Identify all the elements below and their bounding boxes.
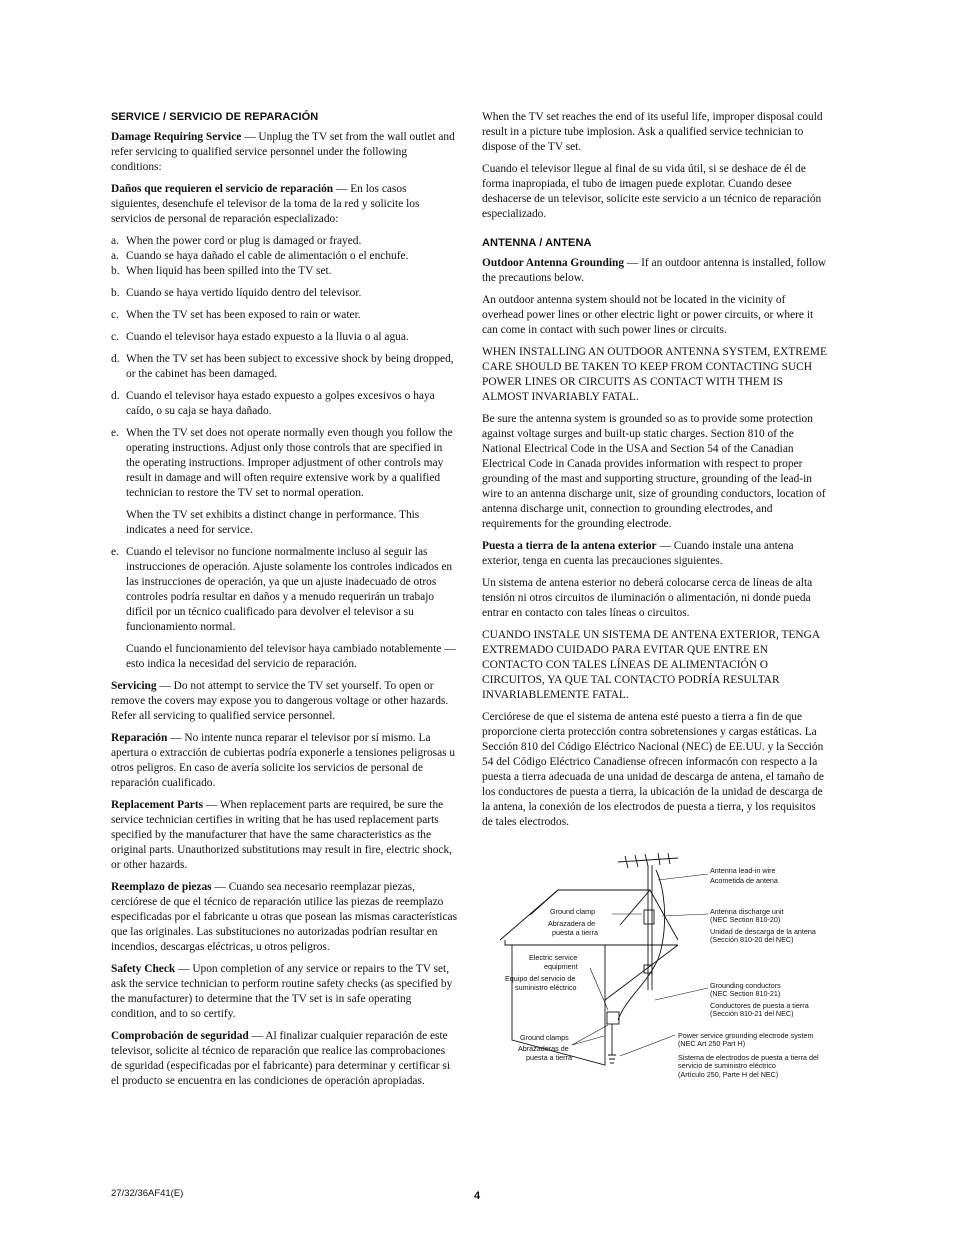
label-equipment-es1: Equipo del servicio de (505, 974, 576, 983)
safety-label: Safety Check (111, 963, 176, 975)
servicing-label: Servicing (111, 680, 157, 692)
label-ground-clamp-es1: Abrazadera de (548, 919, 596, 928)
label-clamps-es2: puesta a tierra (526, 1053, 572, 1062)
antenna-grounding-diagram (500, 850, 845, 1085)
antenna-p1: An outdoor antenna system should not be located in the vicinity of overhead power lines or other electric light or power circuits, or where it can come in contact with such power lines or circuits. (482, 294, 814, 336)
servicing-paragraph: Servicing — Do not attempt to service the TV set yourself. To open or remove the covers may expose you to dangerous voltage or other hazards. Refer all servicing to qualified service personnel. (111, 680, 449, 722)
list-item: d. When the TV set has been subject to excessive shock by being dropped, or the cabinet has been damaged. (111, 353, 454, 380)
reemplazo-paragraph: Reemplazo de piezas — Cuando sea necesario reemplazar piezas, cerciórese de que el técnico de reparación utilice las piezas de reemplazo especificadas por el fabricante u otras que posean las mismas características que las originales. Las substituciones no autorizadas podrían resultar en incendios, descargas eléctricas, u otros peligros. (111, 881, 457, 953)
puesta-label: Puesta a tierra de la antena exterior (482, 540, 657, 552)
label-conductors-en1: Grounding conductors (710, 981, 781, 990)
label-discharge-en2: (NEC Section 810-20) (710, 915, 781, 924)
reemplazo-label: Reemplazo de piezas (111, 881, 212, 893)
label-conductors-es2: (Sección 810-21 del NEC) (710, 1009, 794, 1018)
replacement-label: Replacement Parts (111, 799, 204, 811)
replacement-paragraph: Replacement Parts — When replacement parts are required, be sure the service technician certifies in writing that he has used replacement parts specified by the manufacturer that have the same characteristics as the original parts. Unauthorized substitutions may result in fire, electric shock, or other hazards. (111, 799, 453, 871)
label-clamps-en: Ground clamps (520, 1033, 569, 1042)
danos-paragraph: Daños que requieren el servicio de reparación — En los casos siguientes, desenchufe el televisor de la toma de la red y solicite los servicios de personal de reparación especializado: (111, 183, 420, 225)
model-code: 27/32/36AF41(E) (111, 1188, 184, 1199)
label-equipment-es2: suministro eléctrico (515, 983, 577, 992)
label-electrode-en2: (NEC Art 250 Part H) (678, 1039, 746, 1048)
label-discharge-en1: Antenna discharge unit (710, 907, 784, 916)
danos-label: Daños que requieren el servicio de reparación (111, 183, 334, 195)
list-item-continuation: Cuando el funcionamiento del televisor haya cambiado notablemente — esto indica la necesidad del servicio de reparación. (126, 643, 456, 670)
disposal-es: Cuando el televisor llegue al final de su vida útil, si se deshace de él de forma inapropiada, el tubo de imagen puede explotar. Cuando desee deshacerse de un televisor, solicite este servicio a un técnico de reparación especializado. (482, 163, 822, 220)
label-ground-clamp-en: Ground clamp (550, 907, 596, 916)
comprobacion-paragraph: Comprobación de seguridad — Al finalizar cualquier reparación de este televisor, solicite al técnico de reparación que realice las comprobaciones de sguridad (especificadas por el fabricante) para determinar y certificar si el producto se encuentra en las condiciones de operación apropiadas. (111, 1030, 451, 1087)
label-clamps-es1: Abrazaderas de (518, 1044, 569, 1053)
puesta-paragraph: Puesta a tierra de la antena exterior — Cuando instale una antena exterior, tenga en cuenta las precauciones siguientes. (482, 540, 794, 567)
comprobacion-label: Comprobación de seguridad (111, 1030, 249, 1042)
antenna-warning-en: WHEN INSTALLING AN OUTDOOR ANTENNA SYSTEM, EXTREME CARE SHOULD BE TAKEN TO KEEP FROM CONTACTING SUCH POWER LINES OR CIRCUITS AS CONTACT WITH THEM IS ALMOST INVARIABLY FATAL. (482, 346, 827, 403)
label-lead-in-en: Antenna lead-in wire (710, 866, 776, 875)
label-equipment-en1: Electric service (529, 953, 578, 962)
service-heading: SERVICE / SERVICIO DE REPARACIÓN (111, 111, 319, 123)
label-electrode-en1: Power service grounding electrode system (678, 1031, 814, 1040)
safety-paragraph: Safety Check — Upon completion of any service or repairs to the TV set, ask the service technician to perform routine safety checks (as specified by the manufacturer) to determine that the TV set is in safe operating condition, and to so certify. (111, 963, 453, 1020)
list-item: c. When the TV set has been exposed to rain or water. (111, 309, 361, 321)
label-equipment-en2: equipment (544, 962, 578, 971)
label-electrode-es1: Sistema de electrodos de puesta a tierra del (678, 1053, 819, 1062)
label-conductors-es1: Conductores de puesta a tierra (710, 1001, 809, 1010)
antenna-p6: Cerciórese de que el sistema de antena esté puesto a tierra a fin de que proporcione cierta protección contra sobretensiones y cargas estáticas. La Sección 810 del Código Eléctrico Nacional (NEC) de EE.UU. y la Sección 54 del Código Eléctrico Canadiense ofrecen informacón con respecto a la puesta a tierra adecuada de una unidad de descarga de antena, el tamaño de los conductores de puesta a tierra, la ubicación de la unidad de descarga de la antena, la conexión de los electrodos de puesta a tierra, y los requisitos de tales electrodos. (482, 711, 824, 828)
list-item: c. Cuando el televisor haya estado expuesto a la lluvia o al agua. (111, 331, 409, 343)
antenna-warning-es: CUANDO INSTALE UN SISTEMA DE ANTENA EXTERIOR, TENGA EXTREMADO CUIDADO PARA EVITAR QUE ENTRE EN CONTACTO CON TALES LÍNEAS DE ALIMENTACIÓN O CIRCUITOS, YA QUE TAL CONTACTO PODRÍA RESULTAR INVARIABLEMENTE FATAL. (482, 629, 820, 701)
list-item: a. When the power cord or plug is damaged or frayed. (111, 235, 362, 247)
left-column (111, 110, 457, 1096)
antenna-heading: ANTENNA / ANTENA (482, 237, 592, 249)
antenna-p3: Be sure the antenna system is grounded so as to provide some protection against voltage surges and built-up static charges. Section 810 of the National Electrical Code in the USA and Section 54 of the Canadian Electrical Code in Canada provides information with respect to proper grounding of the mast and supporting structure, grounding of the lead-in wire to an antenna discharge unit, size of grounding conductors, location of antenna discharge unit, connection to grounding electrodes, and requirements for the grounding electrode. (482, 413, 826, 530)
damage-paragraph: Damage Requiring Service — Unplug the TV set from the wall outlet and refer servicing to qualified service personnel under the following conditions: (111, 131, 455, 173)
antenna-p4: Un sistema de antena esterior no deberá colocarse cerca de líneas de alta tensión ni otros circuitos de iluminación o alimentación, ni donde pueda entrar en contacto con tales líneas o circuitos. (482, 577, 813, 619)
list-item: a. Cuando se haya dañado el cable de alimentación o el enchufe. (111, 250, 409, 262)
list-item-continuation: When the TV set exhibits a distinct change in performance. This indicates a need for service. (126, 509, 420, 536)
label-conductors-en2: (NEC Section 810-21) (710, 989, 781, 998)
label-discharge-es1: Unidad de descarga de la antena (710, 927, 816, 936)
label-electrode-es2: servicio de suministro eléctrico (678, 1061, 776, 1070)
label-discharge-es2: (Sección 810-20 del NEC) (710, 935, 794, 944)
outdoor-paragraph: Outdoor Antenna Grounding — If an outdoor antenna is installed, follow the precautions below. (482, 257, 827, 284)
reparacion-label: Reparación (111, 732, 168, 744)
list-item: d. Cuando el televisor haya estado expuesto a golpes excesivos o haya caído, o su caja se haya dañado. (111, 390, 435, 417)
right-column (482, 110, 828, 837)
reparacion-paragraph: Reparación — No intente nunca reparar el televisor por sí mismo. La apertura o extracción de cubiertas podría exponerle a tensiones peligrosas u otros peligros. En caso de avería solicite los servicios de personal de reparación cualificado. (111, 732, 456, 789)
disposal-en: When the TV set reaches the end of its useful life, improper disposal could result in a picture tube implosion. Ask a qualified service technician to dispose of the TV set. (482, 111, 823, 153)
outdoor-label: Outdoor Antenna Grounding (482, 257, 625, 269)
list-item: e. Cuando el televisor no funcione normalmente incluso al seguir las instrucciones de operación. Ajuste solamente los controles indicados en las instrucciones de operación, ya que un ajuste inadecuado de otros controles podría resultar en daños y a menudo requerirán un trabajo difícil por un técnico cualificado para devolver el televisor a su funcionamiento normal. (111, 546, 453, 633)
list-item: b. When liquid has been spilled into the TV set. (111, 265, 332, 277)
list-item: b. Cuando se haya vertido líquido dentro del televisor. (111, 287, 362, 299)
label-lead-in-es: Acometida de antena (710, 876, 778, 885)
label-ground-clamp-es2: puesta a tierra (552, 928, 598, 937)
damage-label: Damage Requiring Service (111, 131, 242, 143)
label-electrode-es3: (Artículo 250, Parte H del NEC) (678, 1070, 779, 1079)
page-number: 4 (474, 1190, 481, 1202)
list-item: e. When the TV set does not operate normally even though you follow the operating instructions. Adjust only those controls that are specified in the operating instructions. Improper adjustment of other controls may result in damage and will often require extensive work by a qualified technician to restore the TV set to normal operation. (111, 427, 453, 499)
